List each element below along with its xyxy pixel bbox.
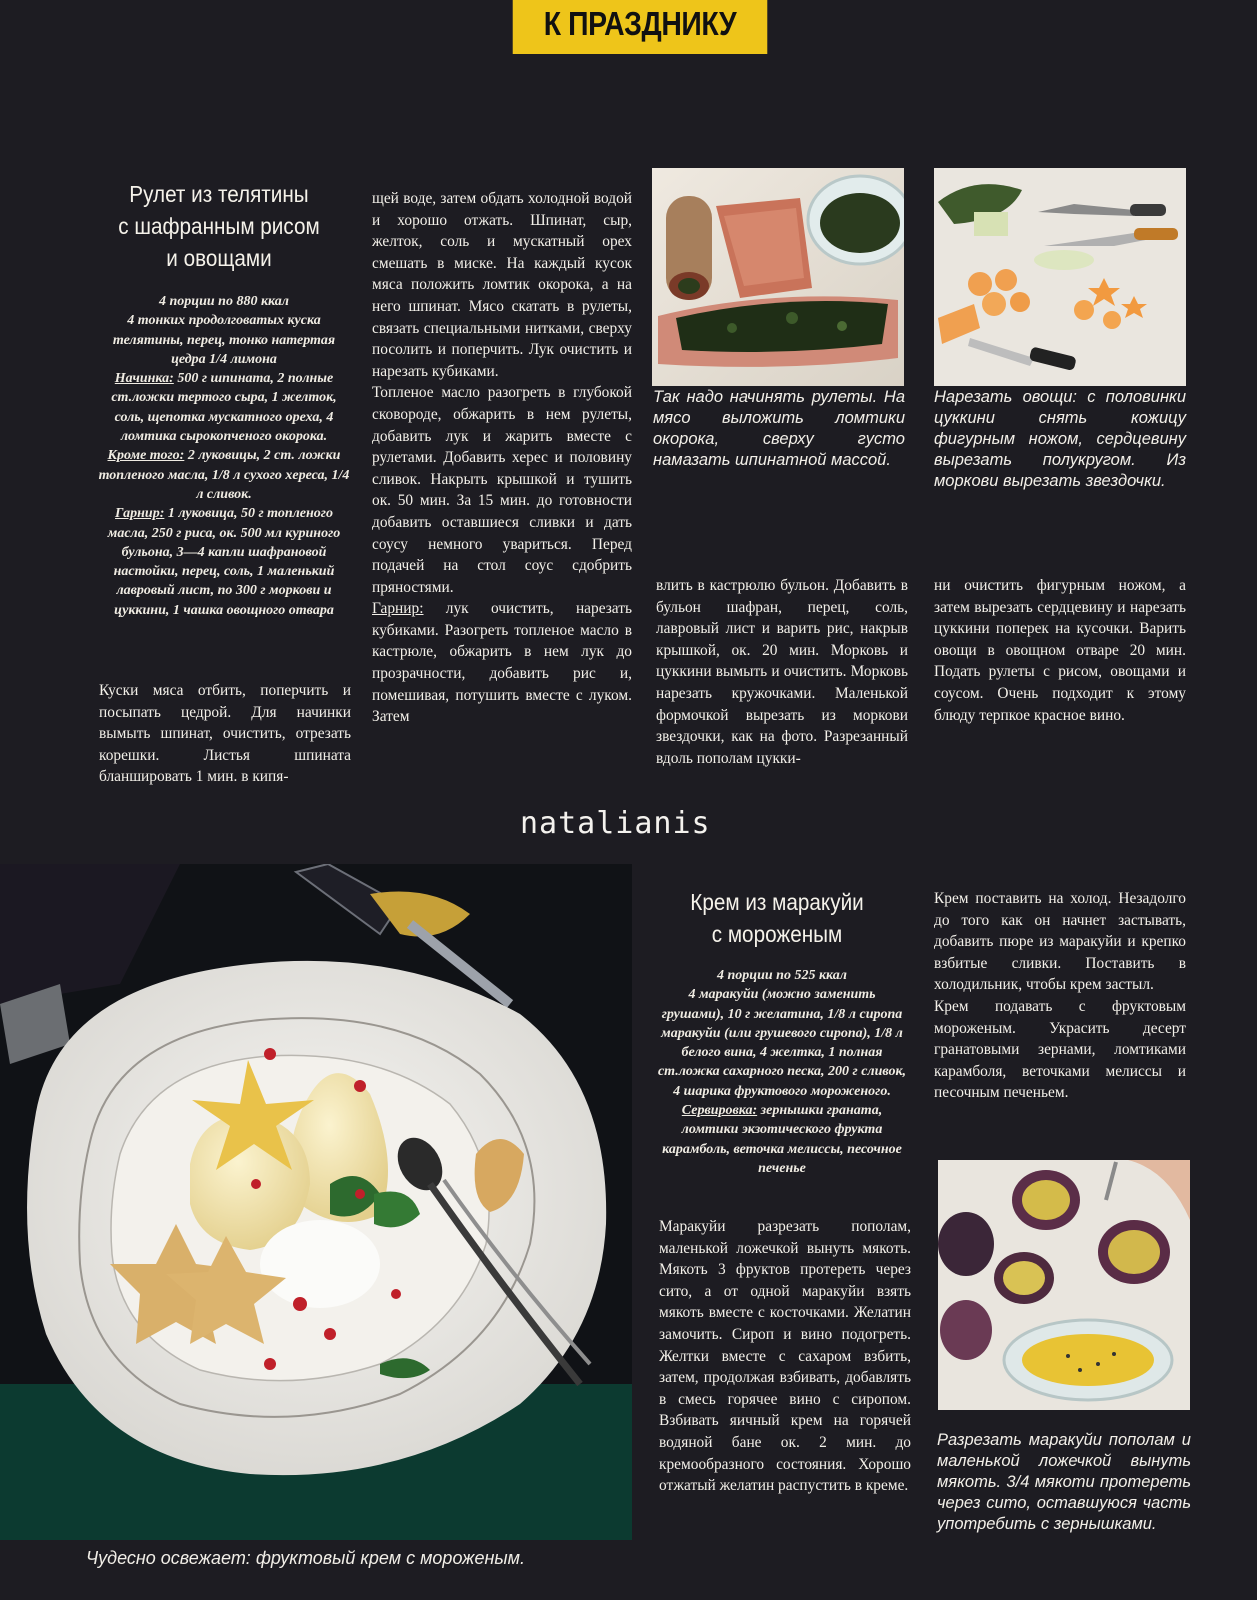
- recipe2-column-1: [659, 1216, 911, 1497]
- photo-veal-roll-filling: [652, 168, 904, 386]
- caption-passion-fruit-halves: Разрезать маракуйи пополам и маленькой ложечкой вынуть мякоть. 3/4 мякоти протереть через сито, оставшуюся часть употребить с зернышками.: [937, 1431, 1191, 1533]
- recipe1-col4-paragraph: ни очистить фигурным ножом, а затем вырезать сердцевину и нарезать цуккини поперек на кусочки. Варить овощи в овощном отваре 20 мин. Подать рулеты с рисом, овощами и соусом. Очень подходит к этому блюду терпкое красное вино.: [934, 577, 1186, 724]
- extra-label: Кроме того:: [107, 448, 185, 464]
- recipe1-extra: [98, 446, 350, 504]
- recipe1-title-line: с шафранным рисом: [118, 213, 320, 239]
- recipe2-column-2: [934, 888, 1186, 1104]
- recipe2-title-line: Крем из маракуйи: [690, 889, 864, 915]
- recipe2-ingredients: [656, 966, 908, 1178]
- recipe1-col2-paragraph: щей воде, затем обдать холодной водой и хорошо отжать. Шпинат, сыр, желток, соль и мускатный орех смешать в миске. На каждый кусок мяса положить ломтик окорока, а на него шпинат. Мясо скатать в рулеты, связать специальными нитками, сверху посолить и поперчить. Лук очистить и нарезать кубиками.: [372, 190, 632, 380]
- photo-cutting-vegetables: [934, 168, 1186, 386]
- garnish-label: Гарнир:: [115, 506, 165, 522]
- recipe1-col3-paragraph: влить в кастрюлю бульон. Добавить в бульон шафран, перец, соль, лавровый лист и варить рис, накрыв крышкой, ок. 20 мин. Морковь и цуккини вымыть и очистить. Морковь нарезать кружочками. Маленькой формочкой вырезать из моркови звездочки, как на фото. Разрезанный вдоль пополам цукки-: [656, 577, 908, 767]
- filling-text: 500 г шпината, 2 полные ст.ложки тертого сыра, 1 желток, соль, щепотка мускатного ореха, 4 ломтика сырокопченого окорока.: [111, 371, 337, 445]
- garnish-label: Гарнир:: [372, 600, 424, 618]
- caption-cutting-vegetables: Нарезать овощи: с половинки цуккини снять кожицу фигурным ножом, сердцевину вырезать полукругом. Из моркови вырезать звездочки.: [934, 388, 1186, 490]
- recipe1-column-3: [656, 575, 908, 769]
- section-header: К ПРАЗДНИКУ: [513, 0, 768, 54]
- recipe1-title: [88, 178, 350, 274]
- serving-label: Сервировка:: [681, 1103, 758, 1119]
- recipe1-col2-paragraph: Топленое масло разогреть в глубокой сковороде, обжарить в нем рулеты, добавить лук и жарить вместе с рулетами. Добавить херес и половину сливок. Накрыть крышкой и тушить ок. 50 мин. За 15 мин. до готовности добавить оставшиеся сливки и дать соусу немного увариться. Перед подачей на стол соус сдобрить пряностями.: [372, 384, 632, 596]
- extra-text: 2 луковицы, 2 ст. ложки топленого масла, 1/8 л сухого хереса, 1/4 л сливок.: [98, 448, 350, 502]
- recipe1-main-ingredients: 4 тонких продолговатых куска телятины, перец, тонко натертая цедра 1/4 лимона: [112, 313, 336, 367]
- photo-passion-fruit-halves: [938, 1160, 1190, 1410]
- caption-veal-roll-filling: Так надо начинять рулеты. На мясо выложить ломтики окорока, сверху густо намазать шпинатной массой.: [653, 388, 905, 469]
- recipe1-ingredients: [98, 292, 350, 620]
- recipe1-column-1: [99, 680, 351, 788]
- recipe2-serving: [656, 1101, 908, 1178]
- recipe2-col2-paragraph: Крем подавать с фруктовым мороженым. Украсить десерт гранатовыми зернами, ломтиками карамболя, веточками мелиссы и песочным печеньем.: [934, 997, 1186, 1102]
- photo-passion-fruit-dessert: [0, 864, 632, 1540]
- garnish-steps: лук очистить, нарезать кубиками. Разогреть топленое масло в кастрюле, обжарить в нем лук до прозрачности, добавить рис и, помешивая, потушить вместе с луком. Затем: [372, 600, 632, 726]
- recipe2-col2-paragraph: Крем поставить на холод. Незадолго до того как он начнет застывать, добавить пюре из маракуйи и крепко взбитые сливки. Поставить в холодильник, чтобы крем застыл.: [934, 890, 1186, 994]
- recipe2-title: [646, 886, 908, 950]
- recipe2-portions: 4 порции по 525 ккал: [717, 968, 847, 983]
- photo-caption: Чудесно освежает: фруктовый крем с мороженым.: [86, 1548, 525, 1568]
- recipe1-title-line: и овощами: [166, 245, 272, 271]
- filling-label: Начинка:: [114, 371, 174, 387]
- serving-text: зернышки граната, ломтики экзотического фрукта карамболь, веточка мелиссы, песочное печенье: [662, 1103, 902, 1176]
- recipe1-column-4: [934, 575, 1186, 726]
- recipe1-column-2: [372, 188, 632, 728]
- recipe1-col2-paragraph: [372, 598, 632, 728]
- recipe2-title-line: с мороженым: [711, 921, 843, 947]
- recipe1-title-line: Рулет из телятины: [129, 181, 309, 207]
- recipe1-portions: 4 порции по 880 ккал: [159, 294, 289, 309]
- recipe1-garnish: [98, 504, 350, 620]
- recipe2-col1-paragraph: Маракуйи разрезать пополам, маленькой ложечкой вынуть мякоть. Мякоть 3 фруктов протереть через сито, а от одной маракуйи взять мякоть вместе с косточками. Желатин замочить. Сироп и вино подогреть. Желтки вместе с сахаром взбить, затем, продолжая взбивать, добавлять в смесь горячее вино с сиропом. Взбивать яичный крем на горячей водяной бане ок. 2 мин. до кремообразного состояния. Хорошо отжатый желатин распустить в креме.: [659, 1218, 911, 1495]
- recipe1-filling: [98, 369, 350, 446]
- recipe1-col1-paragraph: Куски мяса отбить, поперчить и посыпать цедрой. Для начинки вымыть шпинат, очистить, отрезать корешки. Листья шпината бланшировать 1 мин. в кипя-: [99, 682, 351, 786]
- watermark: natalianis: [520, 806, 711, 841]
- recipe2-main-ingredients: 4 маракуйи (можно заменить грушами), 10 г желатина, 1/8 л сиропа маракуйи (или грушевого сиропа), 1/8 л белого вина, 4 желтка, 1 полная ст.ложка сахарного песка, 200 г сливок, 4 шарика фруктового мороженого.: [657, 987, 907, 1099]
- garnish-text: 1 луковица, 50 г топленого масла, 250 г риса, ок. 500 мл куриного бульона, 3—4 капли шафрановой настойки, перец, соль, 1 маленький лавровый лист, по 300 г моркови и цуккини, 1 чашка овощного отвара: [107, 506, 341, 618]
